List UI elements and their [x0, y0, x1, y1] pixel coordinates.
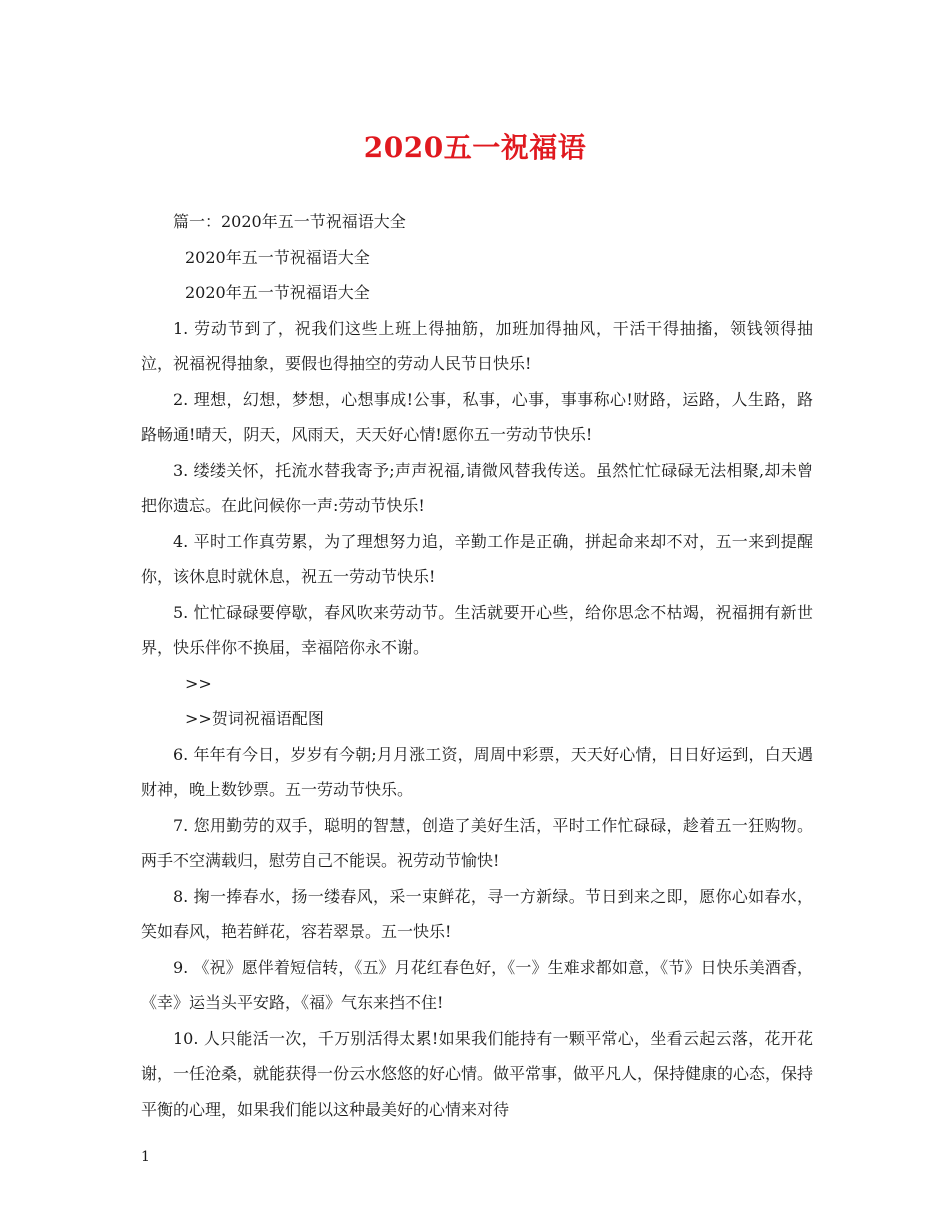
- paragraph: 3. 缕缕关怀，托流水替我寄予;声声祝福,请微风替我传送。虽然忙忙碌碌无法相聚,却未曾把你遗忘。在此问候你一声:劳动节快乐!: [141, 460, 813, 515]
- paragraph: 6. 年年有今日，岁岁有今朝;月月涨工资，周周中彩票，天天好心情，日日好运到，白天遇财神，晚上数钞票。五一劳动节快乐。: [141, 744, 813, 799]
- document-title: 2020五一祝福语: [363, 131, 587, 164]
- page-number: 1: [141, 1149, 150, 1165]
- subheading: 2020年五一节祝福语大全: [185, 283, 370, 302]
- paragraph: 2. 理想，幻想，梦想，心想事成!公事，私事，心事，事事称心!财路，运路，人生路，路路畅通!晴天，阴天，风雨天，天天好心情!愿你五一劳动节快乐!: [141, 389, 813, 444]
- subheading: 2020年五一节祝福语大全: [185, 247, 370, 267]
- section-heading: 篇一：2020年五一节祝福语大全: [173, 212, 406, 231]
- paragraph: 9. 《祝》愿伴着短信转，《五》月花红春色好，《一》生难求都如意，《节》日快乐美酒香，《幸》运当头平安路，《福》气东来挡不住!: [141, 957, 813, 1012]
- paragraph: 1. 劳动节到了，祝我们这些上班上得抽筋，加班加得抽风，干活干得抽搐，领钱领得抽泣，祝福祝得抽象，要假也得抽空的劳动人民节日快乐!: [141, 318, 813, 373]
- image-link-text: >>贺词祝福语配图: [185, 709, 324, 728]
- paragraph: 4. 平时工作真劳累，为了理想努力追，辛勤工作是正确，拼起命来却不对，五一来到提醒你，该休息时就休息，祝五一劳动节快乐!: [141, 531, 813, 586]
- paragraph: 7. 您用勤劳的双手，聪明的智慧，创造了美好生活，平时工作忙碌碌，趁着五一狂购物。两手不空满载归，慰劳自己不能误。祝劳动节愉快!: [141, 815, 813, 870]
- document-body: [141, 204, 813, 1127]
- link-marker: >>: [185, 673, 212, 693]
- paragraph: 5. 忙忙碌碌要停歇，春风吹来劳动节。生活就要开心些，给你思念不枯竭，祝福拥有新世界，快乐伴你不换届，幸福陪你永不谢。: [141, 602, 813, 657]
- paragraph: 10. 人只能活一次，千万别活得太累!如果我们能持有一颗平常心，坐看云起云落，花开花谢，一任沧桑，就能获得一份云水悠悠的好心情。做平常事，做平凡人，保持健康的心态，保持平衡的心理，如果我们能以这种最美好的心情来对待: [141, 1028, 814, 1119]
- paragraph: 8. 掬一捧春水，扬一缕春风，采一束鲜花，寻一方新绿。节日到来之即，愿你心如春水，笑如春风，艳若鲜花，容若翠景。五一快乐!: [141, 886, 813, 941]
